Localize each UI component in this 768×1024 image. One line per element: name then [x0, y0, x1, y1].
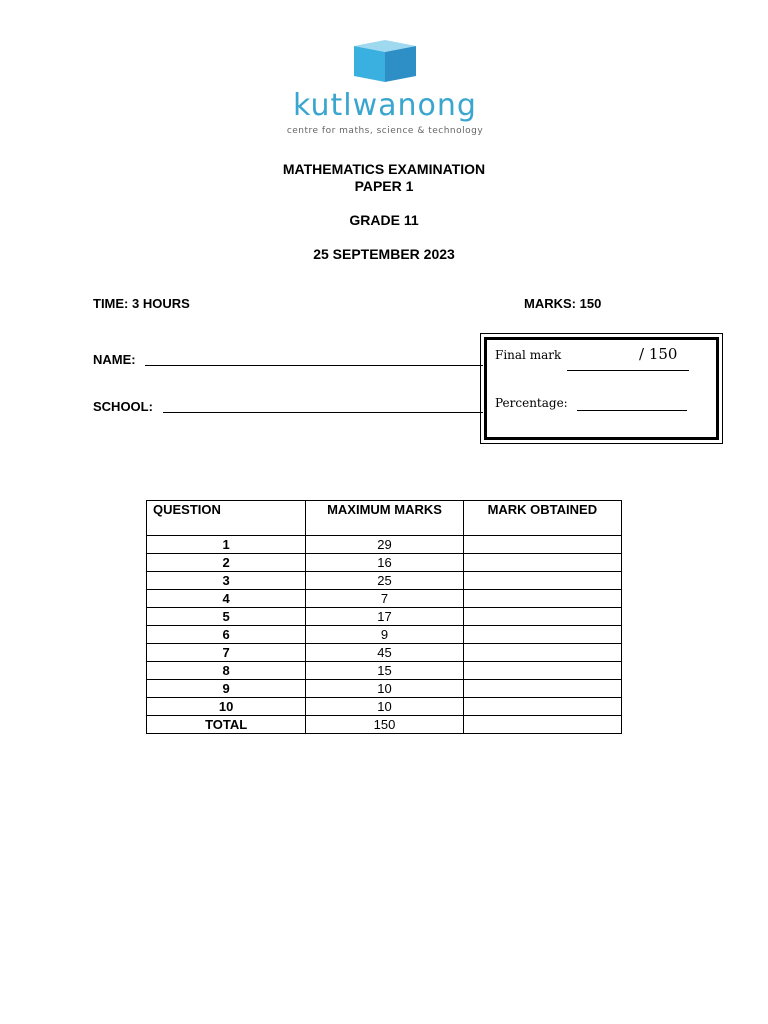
max-marks: 25 — [306, 572, 463, 590]
table-row — [147, 698, 622, 716]
max-marks: 29 — [306, 536, 463, 554]
time-label: TIME: 3 HOURS — [93, 296, 190, 311]
table-row — [147, 536, 622, 554]
question-number: 8 — [147, 662, 306, 680]
exam-title: MATHEMATICS EXAMINATION — [282, 161, 486, 177]
question-number: 5 — [147, 608, 306, 626]
table-row — [147, 590, 622, 608]
school-label: SCHOOL: — [93, 399, 153, 414]
mark-obtained-cell[interactable] — [463, 626, 621, 644]
grade: GRADE 11 — [349, 212, 419, 228]
table-row — [147, 662, 622, 680]
table-header-row — [147, 501, 622, 536]
max-marks: 10 — [306, 680, 463, 698]
question-number: 4 — [147, 590, 306, 608]
marks-label: MARKS: 150 — [524, 296, 602, 311]
name-label: NAME: — [93, 352, 136, 367]
header-maximum-marks: MAXIMUM MARKS — [306, 501, 463, 536]
question-number: 7 — [147, 644, 306, 662]
header-question: QUESTION — [147, 501, 306, 536]
mark-obtained-cell[interactable] — [463, 680, 621, 698]
mark-obtained-cell[interactable] — [463, 644, 621, 662]
table-row — [147, 608, 622, 626]
final-mark-field[interactable] — [567, 370, 689, 371]
exam-date: 25 SEPTEMBER 2023 — [313, 246, 455, 262]
max-marks: 15 — [306, 662, 463, 680]
max-marks: 45 — [306, 644, 463, 662]
percentage-label: Percentage: — [495, 396, 568, 410]
mark-obtained-cell[interactable] — [463, 662, 621, 680]
name-field[interactable] — [145, 365, 483, 366]
mark-obtained-cell[interactable] — [463, 554, 621, 572]
mark-obtained-cell[interactable] — [463, 698, 621, 716]
max-marks: 7 — [306, 590, 463, 608]
cube-logo-icon — [354, 40, 416, 82]
mark-obtained-cell[interactable] — [463, 608, 621, 626]
mark-obtained-cell[interactable] — [463, 536, 621, 554]
final-mark-value: / 150 — [639, 345, 678, 363]
question-number: 9 — [147, 680, 306, 698]
table-total-row — [147, 716, 622, 734]
total-label: TOTAL — [147, 716, 306, 734]
question-number: 2 — [147, 554, 306, 572]
max-marks: 10 — [306, 698, 463, 716]
brand-tagline: centre for maths, science & technology — [286, 126, 484, 136]
final-mark-label: Final mark — [495, 348, 562, 362]
header-mark-obtained: MARK OBTAINED — [463, 501, 621, 536]
kutlwanong-logo — [270, 40, 500, 140]
max-marks: 16 — [306, 554, 463, 572]
percentage-field[interactable] — [577, 410, 687, 411]
question-number: 10 — [147, 698, 306, 716]
question-number: 1 — [147, 536, 306, 554]
table-row — [147, 626, 622, 644]
total-max-marks: 150 — [306, 716, 463, 734]
max-marks: 9 — [306, 626, 463, 644]
final-mark-box — [480, 333, 723, 444]
marks-table — [146, 500, 622, 734]
table-row — [147, 680, 622, 698]
mark-obtained-cell[interactable] — [463, 572, 621, 590]
school-field[interactable] — [163, 412, 483, 413]
max-marks: 17 — [306, 608, 463, 626]
table-row — [147, 554, 622, 572]
question-number: 6 — [147, 626, 306, 644]
brand-name: kutlwanong — [293, 88, 477, 123]
paper-number: PAPER 1 — [354, 178, 414, 194]
question-number: 3 — [147, 572, 306, 590]
final-mark-box-inner — [484, 337, 719, 440]
mark-obtained-cell[interactable] — [463, 590, 621, 608]
table-row — [147, 572, 622, 590]
total-mark-obtained-cell[interactable] — [463, 716, 621, 734]
table-row — [147, 644, 622, 662]
